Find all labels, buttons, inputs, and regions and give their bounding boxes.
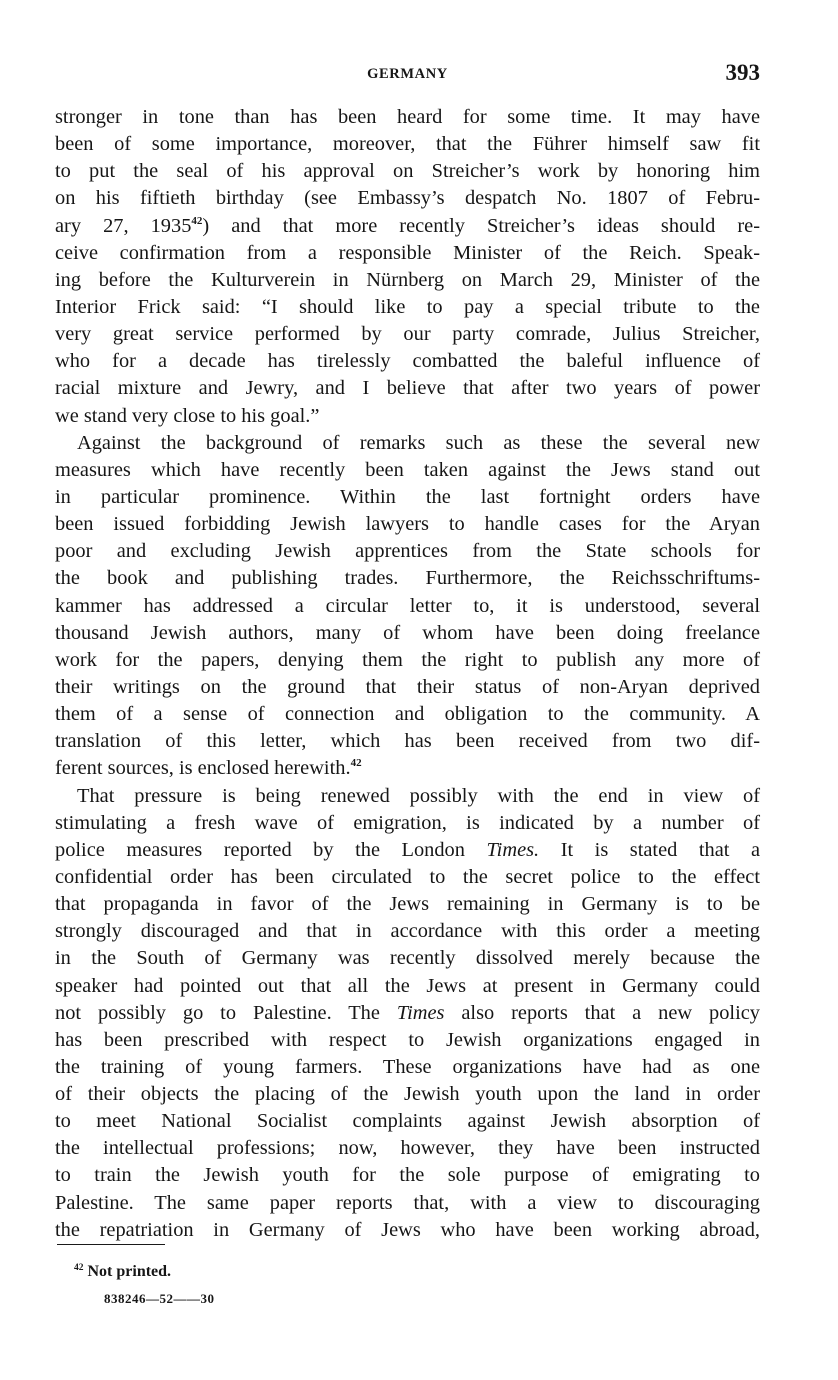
text-line <box>55 837 760 864</box>
text-segment: to put the seal of his approval on Streicher’s work by honoring him <box>55 160 760 183</box>
text-line <box>55 321 760 348</box>
text-segment: Against the background of remarks such as these the several new <box>77 431 760 454</box>
footnote-reference: 42 <box>191 214 203 227</box>
text-line <box>55 185 760 212</box>
text-segment: Interior Frick said: “I should like to pay a special tribute to the <box>55 295 760 318</box>
text-line <box>55 1081 760 1108</box>
text-line <box>55 267 760 294</box>
text-line <box>55 1054 760 1081</box>
text-segment: the book and publishing trades. Furthermore, the Reichsschriftums- <box>55 567 760 590</box>
running-title: GERMANY <box>367 66 448 82</box>
text-line <box>55 1000 760 1027</box>
text-line <box>55 240 760 267</box>
text-line <box>55 755 760 782</box>
running-head <box>55 60 760 90</box>
text-segment: ) and that more recently Streicher’s ideas should re- <box>202 214 760 237</box>
text-line <box>55 783 760 810</box>
text-segment: thousand Jewish authors, many of whom have been doing freelance <box>55 621 760 644</box>
text-segment: who for a decade has tirelessly combatted the baleful influence of <box>55 350 760 373</box>
text-line <box>55 158 760 185</box>
text-segment: we stand very close to his goal.” <box>55 404 320 427</box>
footnote-text: Not printed. <box>87 1263 172 1280</box>
text-segment: work for the papers, denying them the right to publish any more of <box>55 648 760 671</box>
text-line <box>55 457 760 484</box>
text-line <box>55 511 760 538</box>
text-segment: in the South of Germany was recently dissolved merely because the <box>55 947 760 970</box>
text-line <box>55 728 760 755</box>
text-segment: It is stated that a <box>539 838 760 861</box>
text-line <box>55 810 760 837</box>
text-segment: police measures reported by the London <box>55 838 487 861</box>
text-segment: stronger in tone than has been heard for some time. It may have <box>55 106 760 128</box>
text-segment: the training of young farmers. These organizations have had as one <box>55 1055 760 1078</box>
text-segment: of their objects the placing of the Jewish youth upon the land in order <box>55 1083 760 1106</box>
text-segment: very great service performed by our party comrade, Julius Streicher, <box>55 323 760 346</box>
text-line <box>55 1135 760 1162</box>
text-segment: measures which have recently been taken against the Jews stand out <box>55 458 760 481</box>
text-segment: strongly discouraged and that in accordance with this order a meeting <box>55 920 760 943</box>
printer-mark: 838246—52——30 <box>104 1291 215 1306</box>
footnote-divider <box>57 1244 165 1245</box>
text-line <box>55 1027 760 1054</box>
text-segment: their writings on the ground that their status of non-Aryan deprived <box>55 675 760 698</box>
text-segment: the intellectual professions; now, however, they have been instructed <box>55 1137 760 1160</box>
text-line <box>55 1190 760 1217</box>
text-line <box>55 538 760 565</box>
text-segment: to meet National Socialist complaints against Jewish absorption of <box>55 1110 760 1133</box>
italic-title: Times. <box>486 838 540 861</box>
text-segment: racial mixture and Jewry, and I believe that after two years of power <box>55 377 760 400</box>
text-segment: ferent sources, is enclosed herewith. <box>55 757 351 780</box>
text-line <box>55 403 760 430</box>
text-line <box>55 701 760 728</box>
text-line <box>55 674 760 701</box>
text-line <box>55 864 760 891</box>
page-number: 393 <box>725 60 760 85</box>
text-line <box>55 213 760 240</box>
text-line <box>55 484 760 511</box>
text-line <box>55 294 760 321</box>
text-segment: stimulating a fresh wave of emigration, is indicated by a number of <box>55 811 760 834</box>
text-segment: also reports that a new policy <box>444 1001 760 1024</box>
text-line <box>55 1162 760 1189</box>
text-line <box>55 375 760 402</box>
italic-title: Times <box>396 1001 445 1024</box>
text-segment: ceive confirmation from a responsible Minister of the Reich. Speak- <box>55 241 760 264</box>
text-segment: ing before the Kulturverein in Nürnberg on March 29, Minister of the <box>55 268 760 291</box>
text-segment: ary 27, 1935 <box>55 214 192 237</box>
text-line <box>55 348 760 375</box>
text-segment: that propaganda in favor of the Jews remaining in Germany is to be <box>55 893 760 916</box>
text-segment: on his fiftieth birthday (see Embassy’s despatch No. 1807 of Febru- <box>55 187 760 210</box>
text-segment: has been prescribed with respect to Jewish organizations engaged in <box>55 1028 760 1051</box>
text-line <box>55 620 760 647</box>
footnote-reference: 42 <box>350 757 362 770</box>
text-line <box>55 918 760 945</box>
text-line <box>55 1108 760 1135</box>
text-line <box>55 891 760 918</box>
text-line <box>55 973 760 1000</box>
footnote <box>74 1263 171 1281</box>
text-segment: the repatriation in Germany of Jews who have been working abroad, <box>55 1218 760 1241</box>
text-segment: not possibly go to Palestine. The <box>55 1001 397 1024</box>
text-segment: kammer has addressed a circular letter to, it is understood, several <box>55 594 760 617</box>
text-segment: speaker had pointed out that all the Jews at present in Germany could <box>55 974 760 997</box>
text-segment: been of some importance, moreover, that the Führer himself saw fit <box>55 133 760 156</box>
text-line <box>55 945 760 972</box>
text-segment: in particular prominence. Within the last fortnight orders have <box>55 485 760 508</box>
body-text <box>55 104 760 1244</box>
text-line <box>55 430 760 457</box>
text-line <box>55 565 760 592</box>
text-segment: Palestine. The same paper reports that, with a view to discouraging <box>55 1191 760 1214</box>
footnote-marker: 42 <box>74 1263 84 1273</box>
text-line <box>55 104 760 131</box>
text-segment: confidential order has been circulated to the secret police to the effect <box>55 865 760 888</box>
text-segment: translation of this letter, which has been received from two dif- <box>55 730 760 753</box>
text-segment: to train the Jewish youth for the sole purpose of emigrating to <box>55 1164 760 1187</box>
text-segment: poor and excluding Jewish apprentices from the State schools for <box>55 540 760 563</box>
text-segment: That pressure is being renewed possibly with the end in view of <box>77 784 760 807</box>
text-line <box>55 647 760 674</box>
text-segment: them of a sense of connection and obligation to the community. A <box>55 703 760 726</box>
text-segment: been issued forbidding Jewish lawyers to handle cases for the Aryan <box>55 513 760 536</box>
text-line <box>55 131 760 158</box>
text-line <box>55 1217 760 1244</box>
text-line <box>55 593 760 620</box>
